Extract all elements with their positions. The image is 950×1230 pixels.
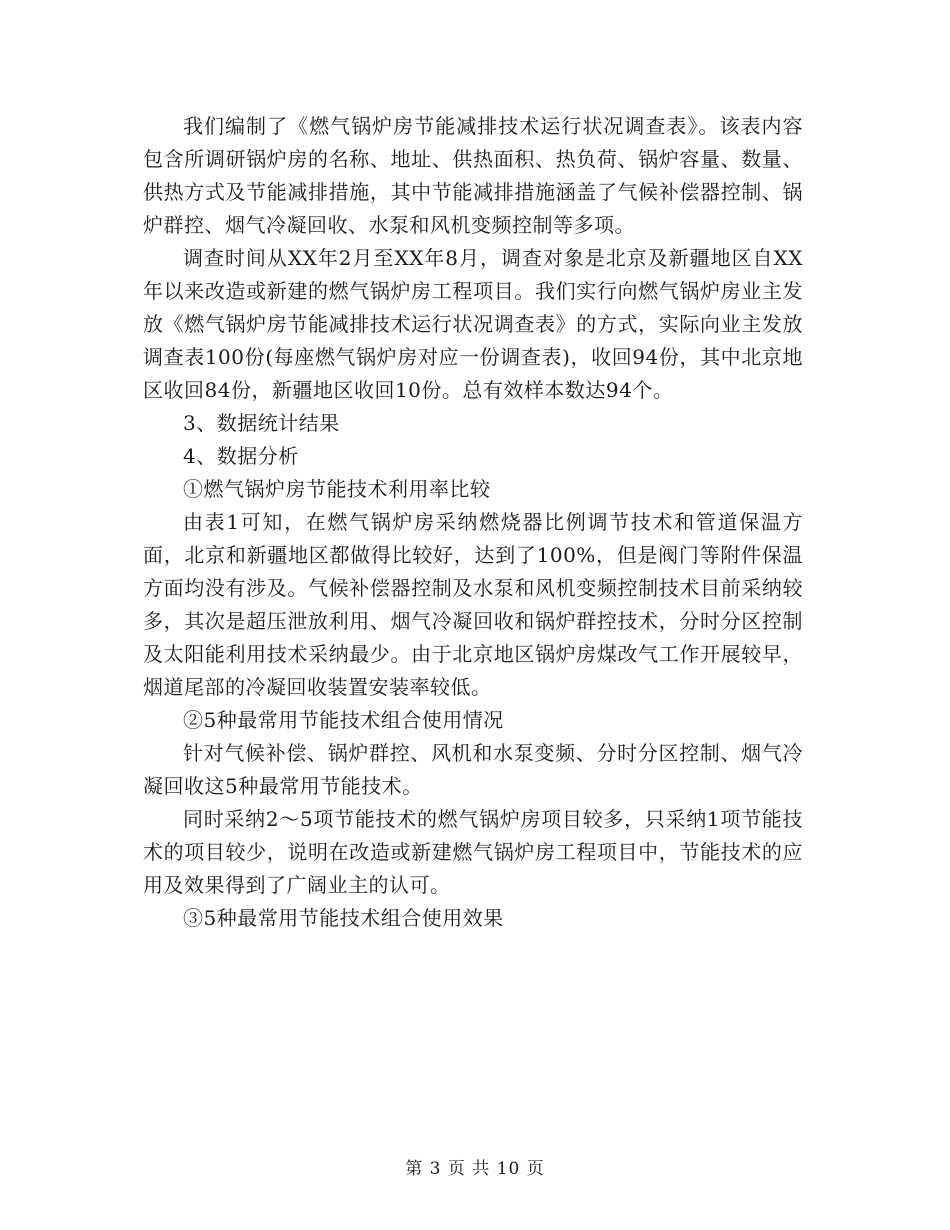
paragraph-five-techniques: 针对气候补偿、锅炉群控、风机和水泵变频、分时分区控制、烟气冷凝回收这5种最常用节能技术。 (143, 741, 803, 798)
subheading-combination-effect: ③5种最常用节能技术组合使用效果 (183, 906, 504, 930)
paragraph-utilization-analysis: 由表1可知，在燃气锅炉房采纳燃烧器比例调节技术和管道保温方面，北京和新疆地区都做得比较好，达到了100%，但是阀门等附件保温方面均没有涉及。气候补偿器控制及水泵和风机变频控制技术目前采纳较多，其次是超压泄放利用、烟气冷凝回收和锅炉群控技术，分时分区控制及太阳能利用技术采纳最少。由于北京地区锅炉房煤改气工作开展较早，烟道尾部的冷凝回收装置安装率较低。 (143, 510, 803, 699)
subheading-combination-usage: ②5种最常用节能技术组合使用情况 (183, 708, 504, 732)
paragraph-survey-scope: 调查时间从XX年2月至XX年8月，调查对象是北京及新疆地区自XX年以来改造或新建的燃气锅炉房工程项目。我们实行向燃气锅炉房业主发放《燃气锅炉房节能减排技术运行状况调查表》的方式，实际向业主发放调查表100份(每座燃气锅炉房对应一份调查表)，收回94份，其中北京地区收回84份，新疆地区收回10份。总有效样本数达94个。 (143, 246, 803, 402)
section-heading-statistics: 3、数据统计结果 (183, 411, 340, 435)
section-heading-analysis: 4、数据分析 (183, 444, 299, 468)
subheading-utilization: ①燃气锅炉房节能技术利用率比较 (183, 477, 491, 501)
document-body (143, 110, 803, 935)
paragraph-survey-form: 我们编制了《燃气锅炉房节能减排技术运行状况调查表》。该表内容包含所调研锅炉房的名称、地址、供热面积、热负荷、锅炉容量、数量、供热方式及节能减排措施，其中节能减排措施涵盖了气候补偿器控制、锅炉群控、烟气冷凝回收、水泵和风机变频控制等多项。 (143, 114, 803, 237)
page-number-footer: 第 3 页 共 10 页 (405, 1159, 545, 1179)
paragraph-combination-analysis: 同时采纳2～5项节能技术的燃气锅炉房项目较多，只采纳1项节能技术的项目较少，说明在改造或新建燃气锅炉房工程项目中，节能技术的应用及效果得到了广阔业主的认可。 (143, 807, 803, 897)
